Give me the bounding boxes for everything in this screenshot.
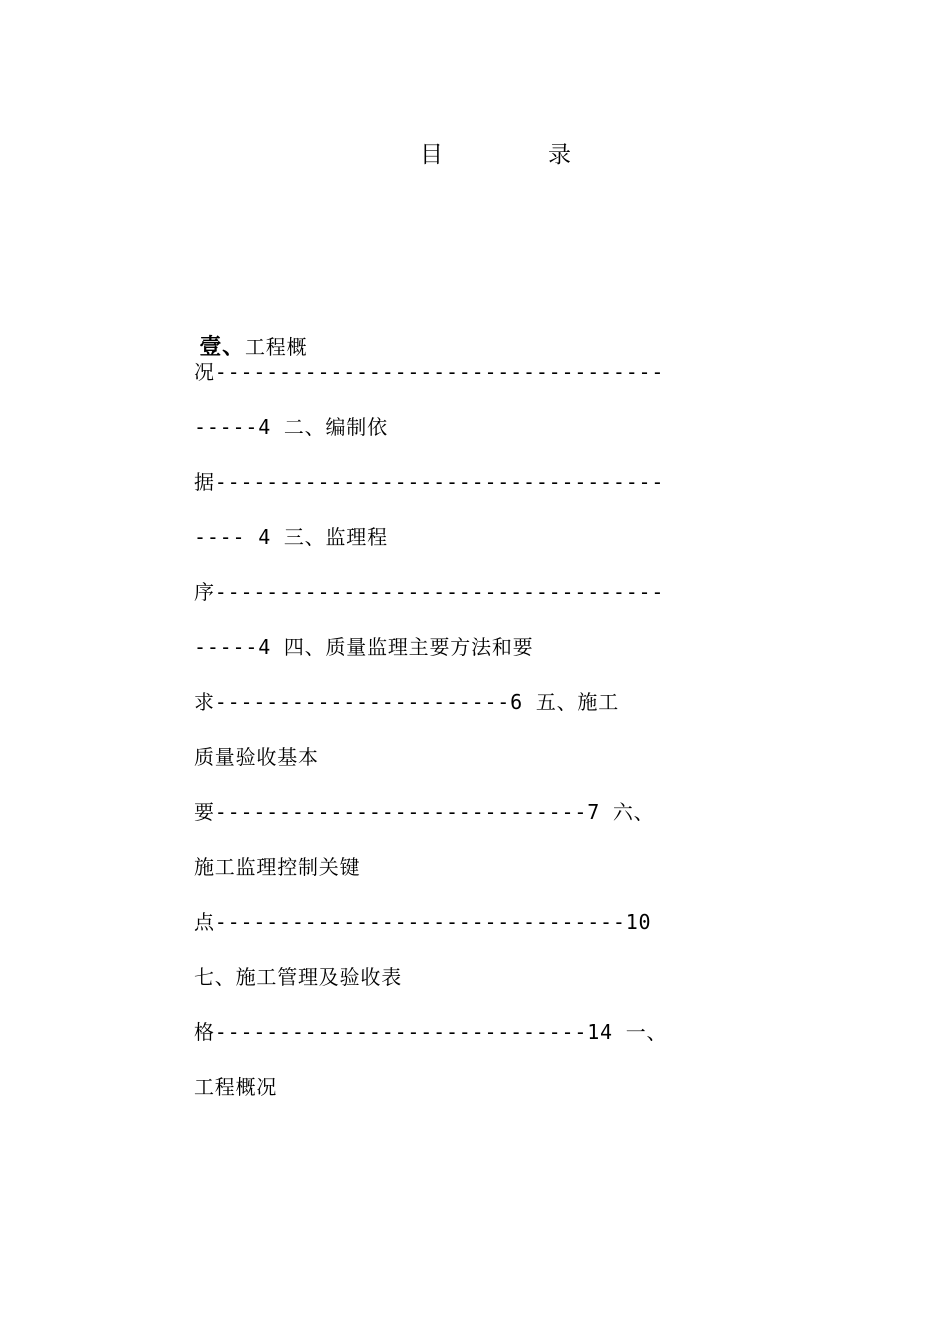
toc-line: 序----------------------------------- xyxy=(194,580,665,604)
toc-line: 点--------------------------------10 xyxy=(194,910,652,934)
toc-line: 要-----------------------------7 六、 xyxy=(194,800,655,824)
toc-title-char-2: 录 xyxy=(548,142,571,168)
toc-entry-1-heading xyxy=(148,302,308,360)
toc-entry-1-label: 工程概 xyxy=(244,335,308,359)
toc-line: -----4 二、编制依 xyxy=(194,415,388,439)
toc-line: ---- 4 三、监理程 xyxy=(194,525,388,549)
toc-line: 施工监理控制关键 xyxy=(194,855,361,879)
toc-line: 工程概况 xyxy=(194,1075,278,1099)
toc-line: 七、施工管理及验收表 xyxy=(194,965,402,989)
toc-line: 质量验收基本 xyxy=(194,745,319,769)
toc-line: 格-----------------------------14 一、 xyxy=(194,1020,668,1044)
toc-line: 况----------------------------------- xyxy=(194,360,665,384)
toc-line: -----4 四、质量监理主要方法和要 xyxy=(194,635,534,659)
toc-line: 求-----------------------6 五、施工 xyxy=(194,690,620,714)
toc-entry-1-number: 壹、 xyxy=(199,335,245,360)
toc-title-char-1: 目 xyxy=(420,142,443,168)
toc-line: 据----------------------------------- xyxy=(194,470,665,494)
